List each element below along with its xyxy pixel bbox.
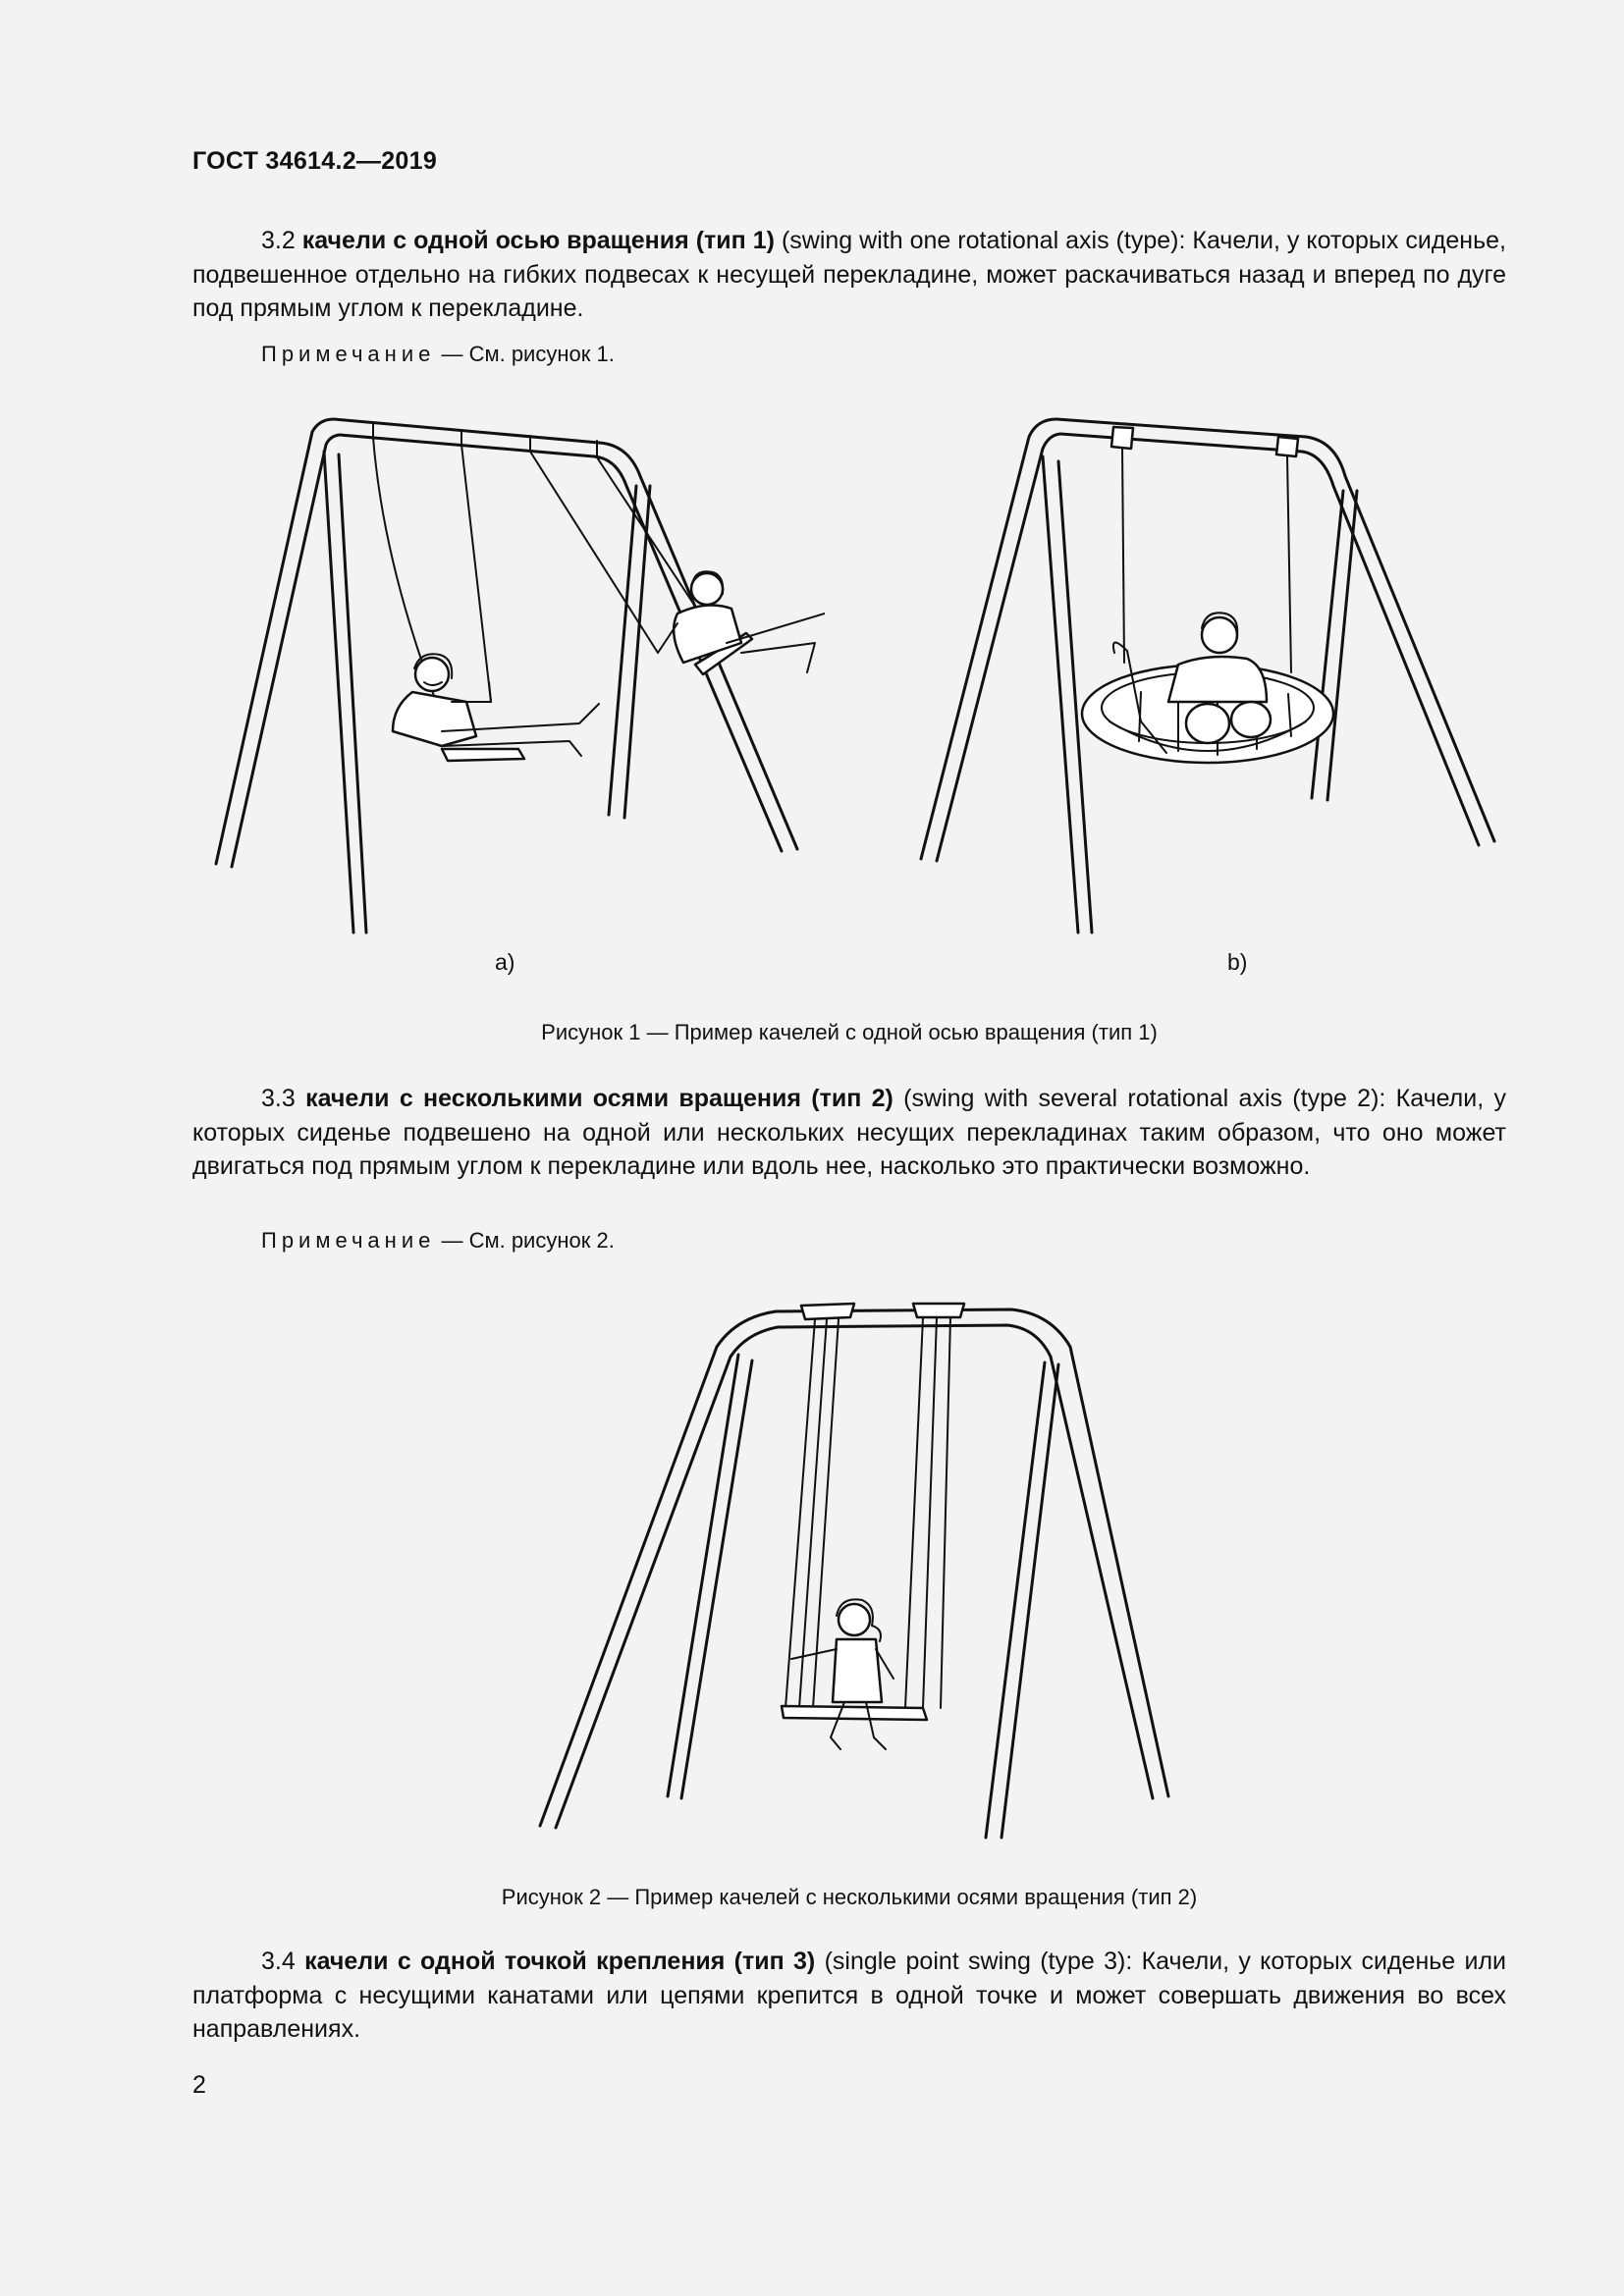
section-3-4 (192, 1945, 1506, 2047)
page-number: 2 (192, 2071, 206, 2099)
figure-2-illustration (520, 1296, 1188, 1845)
child-figure (839, 1604, 870, 1635)
note-label: Примечание (261, 1228, 436, 1253)
rope-clamp (801, 1304, 854, 1319)
figure-1b-label: b) (1227, 949, 1248, 975)
figure-2-caption: Рисунок 2 — Пример качелей с несколькими осями вращения (тип 2) (501, 1885, 1198, 1909)
figure-1a-label: a) (495, 949, 515, 975)
section-number: 3.4 (261, 1948, 296, 1975)
document-header: ГОСТ 34614.2—2019 (192, 147, 438, 175)
section-number: 3.3 (261, 1085, 296, 1112)
figure-1a-illustration (196, 407, 825, 937)
child-figure (1202, 617, 1237, 653)
section-text: (swing with several rotational axis (type 2): Качели, у которых сиденье подвешено на одной или нескольких несущих перекладинах таким образом, что оно может двигаться под прямым углом к перекладине или вдоль нее, насколько это практически возможно. (192, 1085, 1506, 1180)
rope-clamp (1111, 427, 1298, 456)
figure-1b-illustration (913, 407, 1512, 937)
section-3-2 (192, 224, 1506, 326)
section-term: качели с одной осью вращения (тип 1) (301, 227, 775, 254)
section-term: качели с несколькими осями вращения (тип 2) (305, 1085, 893, 1112)
swing-seat (442, 749, 524, 761)
rope-clamp (913, 1304, 964, 1317)
note-3-3 (261, 1228, 615, 1254)
section-text: (swing with one rotational axis (type): Качели, у которых сиденье, подвешенное отдельно на гибких подвесах к несущей перекладине, может раскачиваться назад и вперед по дуге под прямым углом к перекладине. (192, 227, 1506, 322)
note-label: Примечание (261, 342, 436, 366)
figure-1-caption: Рисунок 1 — Пример качелей с одной осью вращения (тип 1) (541, 1020, 1158, 1044)
section-text: (single point swing (type 3): Качели, у которых сиденье или платформа с несущими канатами или цепями крепится в одной точке и может совершать движения во всех направлениях. (192, 1948, 1507, 2043)
section-3-3 (192, 1082, 1506, 1184)
section-term: качели с одной точкой крепления (тип 3) (304, 1948, 816, 1975)
note-text: — См. рисунок 1. (441, 342, 615, 366)
frame-top-beam (1056, 419, 1306, 437)
child-figure (691, 573, 723, 605)
section-number: 3.2 (261, 227, 296, 254)
note-3-2 (261, 342, 615, 367)
swing-seat (782, 1706, 927, 1720)
frame-left-inner-leg (232, 435, 340, 867)
note-text: — См. рисунок 2. (441, 1228, 615, 1253)
